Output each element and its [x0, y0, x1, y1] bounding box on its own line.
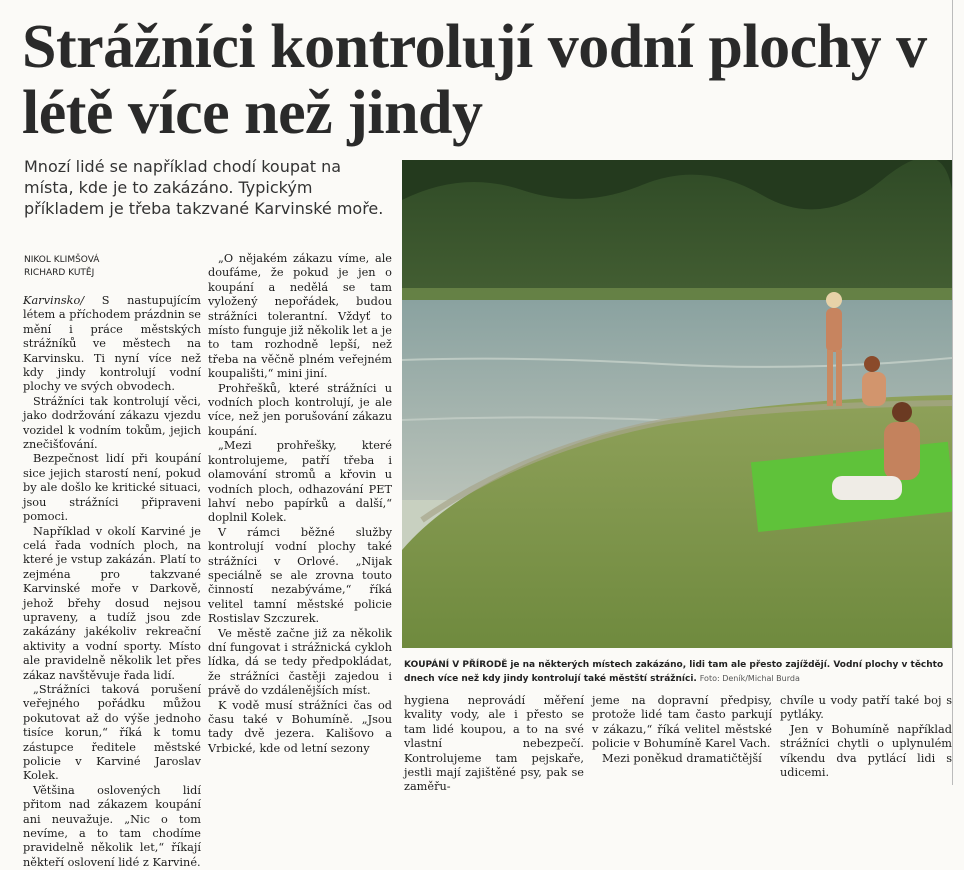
paragraph: Karvinsko/ S nastupujícím létem a příchodem prázdnin se mění i práce městských strážníků ve městech na Karvinsku. Ti nyní více než kdy jindy kontrolují vodní plochy ve svých obvodech.: [23, 294, 201, 394]
author-2: RICHARD KUTĚJ: [24, 268, 95, 278]
paragraph: „O nějakém zákazu víme, ale doufáme, že pokud je jen o koupání a nedělá se tam vyložený nepořádek, budou strážníci tolerantní. Vždyť to místo funguje již několik let a je to tam rozhodně lepší, než třeba na věčně plném veřejném koupališti,“ mini jiní.: [208, 252, 392, 381]
caption-body: je na některých místech zakázáno, lidi tam ale přesto zajíždějí. Vodní plochy v těchto dnech více než kdy jindy kontrolují také městští strážníci.: [404, 660, 944, 684]
paragraph: chvíle u vody patří také boj s pytláky.: [780, 694, 952, 722]
paragraph: Například v okolí Karviné je celá řada vodních ploch, na které je vstup zakázán. Platí to zejména pro takzvané Karvinské moře v Darkově, jehož břehy dosud nejsou upraveny, a tudíž jsou zde zakázány jakékoliv rekreační aktivity a vodní sporty. Místo ale pravidelně několik let přes zákaz navštěvuje řada lidí.: [23, 524, 201, 682]
paragraph: Strážníci tak kontrolují věci, jako dodržování zákazu vjezdu vozidel k vodním tokům, jejich znečišťování.: [23, 394, 201, 452]
paragraph: Mezi poněkud dramatičtější: [602, 751, 762, 765]
paragraph: „Strážníci taková porušení veřejného pořádku můžou pokutovat až do výše jednoho tisíce korun,“ říká k tomu zástupce ředitele městské policie v Karviné Jaroslav Kolek.: [23, 682, 201, 783]
column-5: [780, 694, 952, 780]
paragraph: K vodě musí strážníci čas od času také v Bohumíně. „Jsou tady dvě jezera. Kališovo a Vrbické, kde od letní sezony: [208, 698, 392, 755]
paragraph: V rámci běžné služby kontrolují vodní plochy také strážníci v Orlové. „Nijak speciálně se ale zrovna touto činností nezabýváme,“ říká velitel tamní městské policie Rostislav Szczurek.: [208, 525, 392, 626]
paragraph: Ve městě začne již za několik dní fungovat i strážnická cykloh lídka, dá se tedy předpokládat, že strážníci častěji zajedou i právě do vzdálenějších míst.: [208, 626, 392, 698]
paragraph: Většina oslovených lidí přitom nad zákazem koupání ani neuvažuje. „Nic o tom nevíme, a to tam chodíme pravidelně několik let,“ říkají někteří oslovení lidé z Karviné.: [23, 783, 201, 869]
paragraph: hygiena neprovádí měření kvality vody, ale i přesto se tam lidé koupou, a to na své vlastní nebezpečí. Kontrolujeme tam pejskaře, jestli mají zajištěné psy, pak se zaměřu-: [404, 694, 584, 794]
headline: Strážníci kontrolují vodní plochy v létě více než jindy: [22, 13, 927, 147]
lake-photo: [402, 160, 952, 648]
lead-paragraph: Mnozí lidé se například chodí koupat na místa, kde je to zakázáno. Typickým příkladem je třeba takzvané Karvinské moře.: [24, 157, 384, 218]
dateline: Karvinsko/: [23, 294, 85, 307]
paragraph: Bezpečnost lidí při koupání sice jejich starostí není, pokud by ale došlo ke kritické situaci, jsou strážníci připraveni pomoci.: [23, 452, 201, 524]
column-4: [592, 694, 772, 766]
byline: [24, 254, 214, 280]
photo-caption: [404, 659, 954, 686]
paragraph: Jen v Bohumíně například strážníci chytli o uplynulém víkendu dva pytlácí lidi s udicemi.: [780, 722, 952, 780]
column-2: [208, 252, 392, 756]
caption-head: KOUPÁNÍ V PŘÍRODĚ: [404, 660, 508, 670]
column-1: [23, 294, 201, 870]
paragraph: jeme na dopravní předpisy, protože lidé tam často parkují v zákazu,“ říká velitel městské policie v Bohumíně Karel Vach.: [592, 694, 772, 751]
author-1: NIKOL KLIMŠOVÁ: [24, 255, 100, 265]
photo-credit: Foto: Deník/Michal Burda: [699, 674, 800, 683]
paragraph: Prohřešků, které strážníci u vodních ploch kontrolují, je ale více, než jen porušování zákazu koupání.: [208, 381, 392, 438]
paragraph: „Mezi prohřešky, které kontrolujeme, patří třeba i olamování stromů a křovin u vodních ploch, odhazování PET lahví nebo papírků a další,“ doplnil Kolek.: [208, 439, 392, 525]
column-3: [404, 694, 584, 795]
